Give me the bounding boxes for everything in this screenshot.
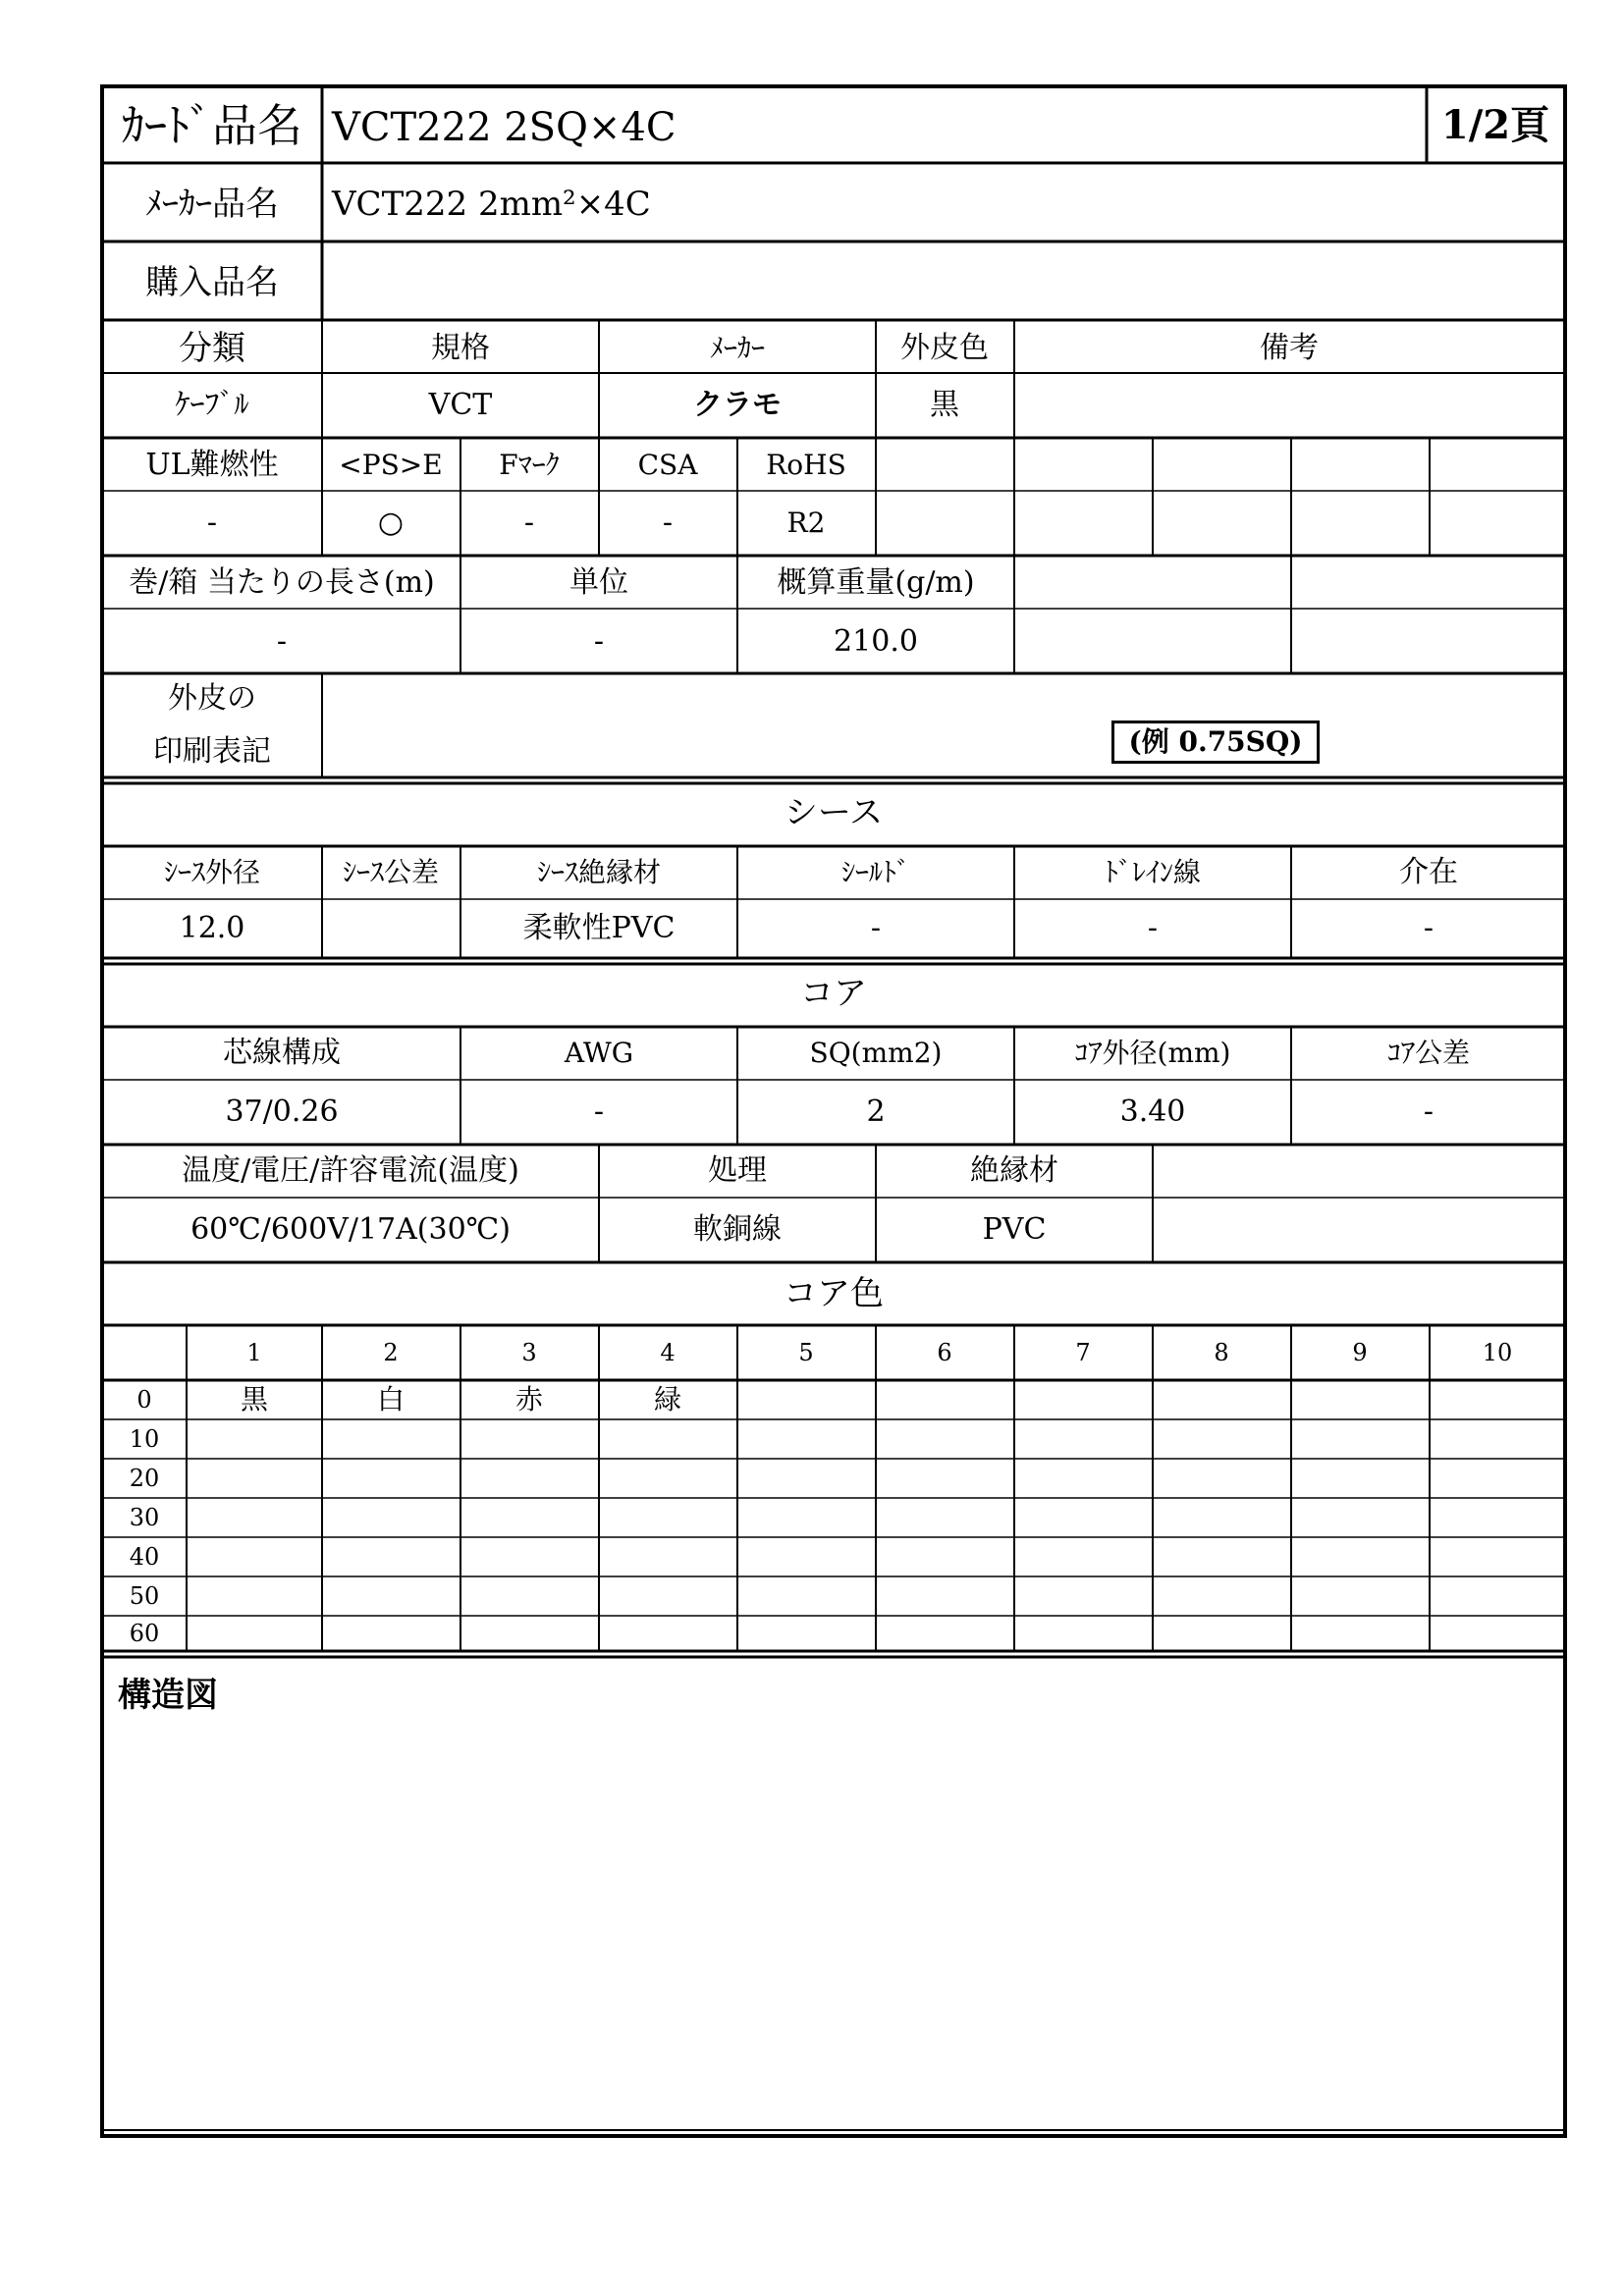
standard-value: VCT [428, 388, 493, 422]
sheath-od-header: ｼｰｽ外径 [163, 856, 261, 888]
maker-value: クラモ [693, 388, 782, 422]
maker-header: ﾒｰｶｰ [709, 332, 766, 364]
core-tolerance-header: ｺｱ公差 [1386, 1037, 1471, 1069]
sheath-insulation-header: ｼｰｽ絶縁材 [536, 856, 662, 888]
classification-header: 分類 [179, 329, 245, 368]
insulation-header: 絶縁材 [970, 1153, 1058, 1188]
core-tolerance-value: - [1423, 1095, 1435, 1129]
core-od-header: ｺｱ外径(mm) [1074, 1037, 1231, 1069]
insulation-value: PVC [982, 1212, 1047, 1247]
awg-header: AWG [564, 1037, 634, 1069]
color-column-3: 3 [521, 1339, 537, 1366]
core-color-1: 黒 [240, 1383, 269, 1415]
rating-header: 温度/電圧/許容電流(温度) [182, 1153, 519, 1188]
color-column-7: 7 [1075, 1339, 1091, 1366]
sheath-insulation-value: 柔軟性PVC [522, 911, 676, 945]
color-row-label: 60 [129, 1620, 160, 1647]
length-per-roll-value: - [276, 624, 288, 659]
color-column-10: 10 [1482, 1339, 1513, 1366]
structure-diagram-area [104, 1728, 1563, 2126]
unit-header: 単位 [569, 565, 628, 600]
color-row-label: 20 [129, 1465, 160, 1492]
filler-value: - [1423, 911, 1435, 945]
f-mark-header: Fﾏｰｸ [499, 449, 560, 481]
csa-value: - [662, 506, 674, 540]
sheath-color-header: 外皮色 [900, 331, 989, 365]
core-od-value: 3.40 [1119, 1095, 1186, 1129]
remarks-header: 備考 [1260, 331, 1319, 365]
page-number: 1/2頁 [1440, 102, 1550, 148]
color-column-5: 5 [798, 1339, 814, 1366]
color-row-label: 30 [129, 1504, 160, 1531]
conductor-value: 37/0.26 [225, 1095, 339, 1129]
sheath-section-title: シース [784, 793, 884, 832]
color-column-2: 2 [383, 1339, 399, 1366]
drain-wire-value: - [1147, 911, 1159, 945]
sq-value: 2 [866, 1095, 886, 1129]
color-column-6: 6 [937, 1339, 952, 1366]
print-marking-label-1: 外皮の [168, 681, 256, 716]
rohs-value: R2 [786, 507, 826, 539]
color-row-label: 50 [129, 1582, 160, 1610]
card-name-value: VCT222 2SQ×4C [332, 105, 677, 150]
color-row-label: 40 [129, 1543, 160, 1571]
core-colors-title: コア色 [784, 1274, 884, 1313]
structure-diagram-title: 構造図 [118, 1676, 218, 1715]
rating-value: 60℃/600V/17A(30℃) [190, 1212, 511, 1247]
awg-value: - [593, 1095, 605, 1129]
treatment-value: 軟銅線 [693, 1212, 782, 1247]
sheath-color-value: 黒 [930, 388, 959, 422]
rohs-header: RoHS [766, 449, 846, 481]
core-section-title: コア [800, 974, 867, 1013]
color-column-8: 8 [1214, 1339, 1229, 1366]
maker-name-value: VCT222 2mm²×4C [332, 185, 651, 224]
color-column-9: 9 [1352, 1339, 1368, 1366]
classification-value: ｹｰﾌﾞﾙ [175, 388, 249, 422]
drain-wire-header: ﾄﾞﾚｲﾝ線 [1104, 856, 1202, 888]
color-column-1: 1 [246, 1339, 262, 1366]
treatment-header: 処理 [708, 1153, 767, 1188]
sheath-od-value: 12.0 [179, 911, 245, 945]
f-mark-value: - [523, 506, 535, 540]
color-row-label: 0 [136, 1386, 152, 1414]
color-row-label: 10 [129, 1425, 160, 1453]
core-color-4: 緑 [653, 1383, 682, 1415]
weight-value: 210.0 [834, 624, 918, 659]
sheath-tolerance-header: ｼｰｽ公差 [342, 856, 440, 888]
conductor-header: 芯線構成 [223, 1036, 341, 1070]
color-column-4: 4 [660, 1339, 676, 1366]
core-color-3: 赤 [514, 1383, 544, 1415]
pse-header: <PS>E [339, 449, 443, 481]
ul-flame-header: UL難燃性 [145, 448, 279, 482]
shield-value: - [870, 911, 882, 945]
print-marking-label-2: 印刷表記 [153, 734, 271, 769]
purchase-name-label: 購入品名 [145, 263, 279, 302]
maker-name-label: ﾒｰｶｰ品名 [145, 185, 279, 224]
card-name-label: ｶｰﾄﾞ品名 [122, 99, 302, 152]
filler-header: 介在 [1399, 855, 1458, 889]
standard-header: 規格 [431, 331, 490, 365]
csa-header: CSA [637, 449, 698, 481]
unit-value: - [593, 624, 605, 659]
pse-value: ○ [377, 506, 405, 540]
ul-flame-value: - [206, 506, 218, 540]
length-per-roll-header: 巻/箱 当たりの長さ(m) [129, 565, 435, 600]
core-color-2: 白 [376, 1383, 406, 1415]
weight-header: 概算重量(g/m) [777, 565, 975, 600]
shield-header: ｼｰﾙﾄﾞ [840, 856, 911, 888]
sq-header: SQ(mm2) [809, 1037, 943, 1069]
print-marking-example: (例 0.75SQ) [1128, 725, 1303, 758]
